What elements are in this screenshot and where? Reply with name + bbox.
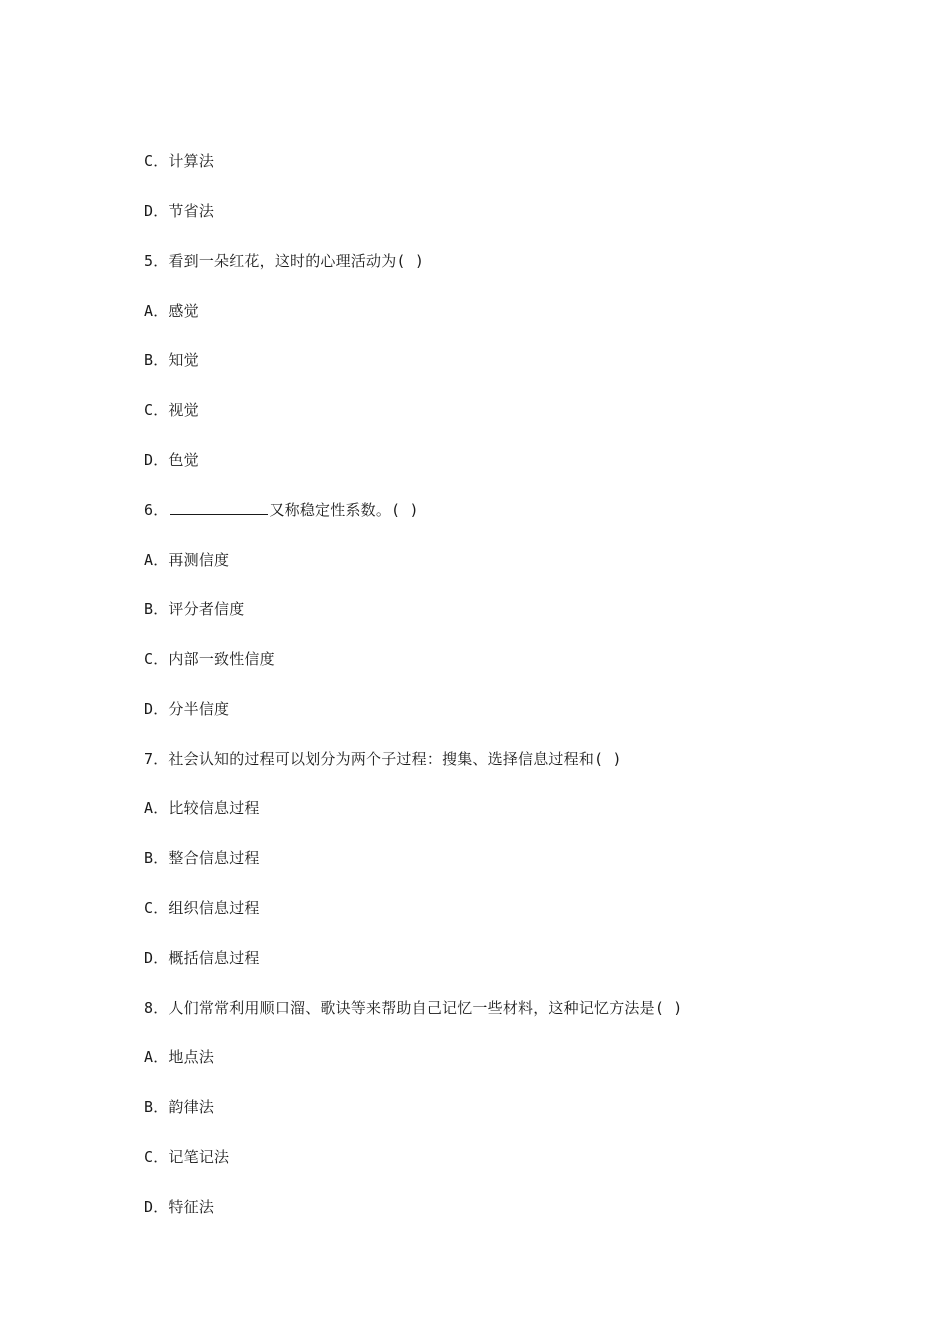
- option-b-q5: B．知觉: [144, 351, 199, 369]
- question-5: 5．看到一朵红花，这时的心理活动为( ): [144, 252, 425, 270]
- option-d-q4: D．节省法: [144, 202, 215, 220]
- option-d-q5: D．色觉: [144, 451, 199, 469]
- question-8: 8．人们常常利用顺口溜、歌诀等来帮助自己记忆一些材料，这种记忆方法是( ): [144, 999, 683, 1017]
- option-c-q5: C．视觉: [144, 401, 199, 419]
- question-6: [144, 498, 419, 522]
- option-c-q7: C．组织信息过程: [144, 899, 260, 917]
- option-a-q5: A．感觉: [144, 302, 199, 320]
- option-d-q6: D．分半信度: [144, 700, 230, 718]
- option-c-q4: C．计算法: [144, 152, 215, 170]
- option-b-q8: B．韵律法: [144, 1098, 215, 1116]
- option-c-q6: C．内部一致性信度: [144, 650, 275, 668]
- option-c-q8: C．记笔记法: [144, 1148, 230, 1166]
- question-6-number: 6．: [144, 501, 169, 519]
- option-a-q6: A．再测信度: [144, 551, 230, 569]
- option-d-q7: D．概括信息过程: [144, 949, 260, 967]
- question-6-text: 又称稳定性系数。( ): [269, 501, 419, 519]
- option-b-q7: B．整合信息过程: [144, 849, 260, 867]
- option-b-q6: B．评分者信度: [144, 600, 245, 618]
- option-a-q8: A．地点法: [144, 1048, 215, 1066]
- option-a-q7: A．比较信息过程: [144, 799, 260, 817]
- fill-in-blank: [170, 500, 268, 515]
- option-d-q8: D．特征法: [144, 1198, 215, 1216]
- question-7: 7．社会认知的过程可以划分为两个子过程：搜集、选择信息过程和( ): [144, 750, 622, 768]
